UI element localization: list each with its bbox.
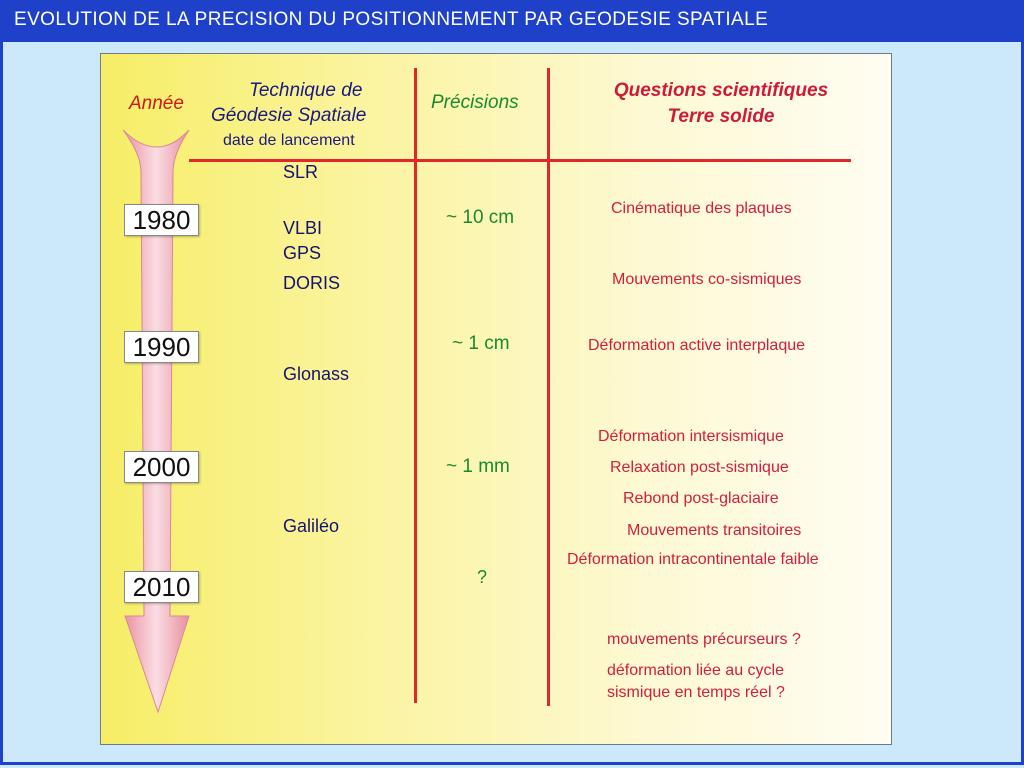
- column-divider-precision: [547, 68, 550, 706]
- technique-vlbi: VLBI: [283, 218, 323, 238]
- year-1990: 1990: [124, 331, 199, 363]
- question-cycle-line2: sismique en temps réel ?: [607, 684, 785, 701]
- question-precurseurs: mouvements précurseurs ?: [607, 631, 801, 648]
- year-1980: 1980: [124, 204, 199, 236]
- technique-gps: GPS: [283, 243, 322, 263]
- header-questions-line1: Questions scientifiques: [613, 80, 829, 101]
- year-2010: 2010: [124, 571, 199, 603]
- header-technique-line2: Géodesie Spatiale: [211, 105, 367, 126]
- title-bar: [0, 0, 1024, 44]
- question-cycle-line1: déformation liée au cycle: [607, 662, 784, 679]
- question-co-sismiques: Mouvements co-sismiques: [612, 271, 802, 288]
- evolution-panel: [100, 53, 892, 745]
- header-precisions: Précisions: [431, 92, 519, 113]
- precision-1cm: ~ 1 cm: [452, 333, 510, 354]
- question-interplaque: Déformation active interplaque: [588, 337, 806, 354]
- technique-galileo: Galiléo: [283, 516, 340, 536]
- year-2000: 2000: [124, 451, 199, 483]
- header-technique-line1: Technique de: [249, 80, 363, 101]
- technique-glonass: Glonass: [283, 364, 350, 384]
- precision-1mm: ~ 1 mm: [446, 456, 510, 477]
- header-annee: Année: [129, 93, 184, 114]
- column-divider-technique: [414, 68, 417, 703]
- header-technique-line3: date de lancement: [223, 132, 355, 149]
- question-transitoires: Mouvements transitoires: [627, 522, 802, 539]
- question-intracontinentale: Déformation intracontinentale faible: [567, 551, 819, 568]
- question-cinematique: Cinématique des plaques: [611, 200, 792, 217]
- question-post-sismique: Relaxation post-sismique: [610, 459, 789, 476]
- technique-doris: DORIS: [283, 273, 341, 293]
- question-post-glaciaire: Rebond post-glaciaire: [623, 490, 779, 507]
- precision-unknown: ?: [477, 567, 488, 587]
- technique-slr: SLR: [283, 162, 319, 182]
- question-intersismique: Déformation intersismique: [598, 428, 784, 445]
- precision-10cm: ~ 10 cm: [446, 207, 515, 228]
- slide-title: EVOLUTION DE LA PRECISION DU POSITIONNEMENT PAR GEODESIE SPATIALE: [14, 9, 769, 30]
- header-questions-line2: Terre solide: [667, 106, 775, 127]
